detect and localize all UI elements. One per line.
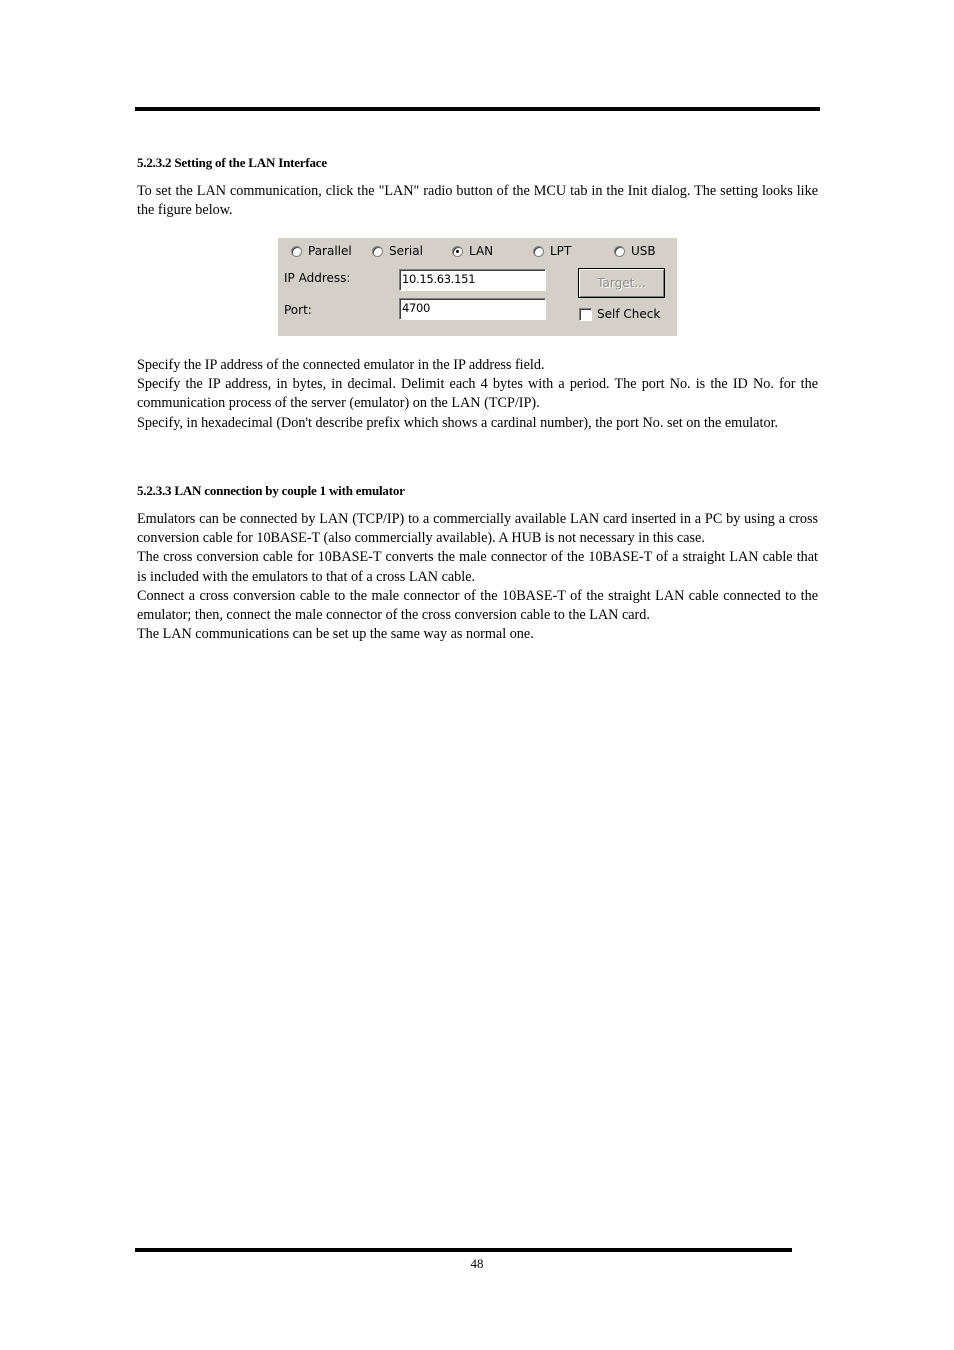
radio-lpt[interactable] (533, 244, 571, 258)
radio-parallel[interactable] (291, 244, 352, 258)
radio-circle-icon (614, 246, 625, 257)
radio-selected-icon (452, 246, 463, 257)
self-check-label: Self Check (597, 307, 661, 321)
paragraph-text: To set the LAN communication, click the "LAN" radio button of the MCU tab in the Init dialog. The setting looks like the figure below. (137, 183, 818, 219)
radio-circle-icon (291, 246, 302, 257)
paragraph-text: Emulators can be connected by LAN (TCP/IP) to a commercially available LAN card inserted in a PC by using a cross conversion cable for 10BASE-T (also commercially available). A HUB is not necessary in this case. (137, 511, 818, 547)
radio-serial[interactable] (372, 244, 423, 258)
paragraph-text: The cross conversion cable for 10BASE-T converts the male connector of the 10BASE-T of a straight LAN cable that is included with the emulators to that of a cross LAN cable. (137, 549, 818, 585)
radio-usb[interactable] (614, 244, 656, 258)
radio-label: LPT (550, 244, 572, 258)
radio-label: Parallel (308, 244, 352, 258)
init-dialog-mcu-tab (278, 238, 677, 336)
radio-circle-icon (533, 246, 544, 257)
intro-paragraph (137, 182, 818, 220)
header-rule (135, 107, 820, 111)
paragraph-text: Specify, in hexadecimal (Don't describe prefix which shows a cardinal number), the port No. set on the emulator. (137, 414, 779, 431)
page-number: 48 (470, 1256, 484, 1271)
radio-lan[interactable] (452, 244, 493, 258)
lan-connection-paragraphs (137, 510, 818, 644)
section-heading-lan-connection: 5.2.3.3 LAN connection by couple 1 with emulator (137, 483, 405, 498)
radio-label: LAN (469, 244, 494, 258)
self-check-checkbox[interactable] (579, 308, 592, 321)
port-label: Port: (284, 303, 312, 317)
ip-address-input[interactable]: 10.15.63.151 (399, 269, 546, 291)
paragraph-text: Specify the IP address, in bytes, in decimal. Delimit each 4 bytes with a period. The port No. is the ID No. for the communication process of the server (emulator) on the LAN (TCP/IP). (137, 376, 818, 412)
paragraph-text: Specify the IP address of the connected emulator in the IP address field. (137, 357, 545, 373)
paragraph-text: Connect a cross conversion cable to the male connector of the 10BASE-T of the straight LAN cable connected to the emulator; then, connect the male connector of the cross conversion cable to the LAN card. (137, 587, 818, 624)
radio-label: USB (631, 244, 656, 258)
target-button[interactable]: Target... (578, 268, 665, 298)
port-input[interactable]: 4700 (399, 298, 546, 320)
ip-address-label: IP Address: (284, 271, 351, 285)
ip-address-explanation (137, 356, 818, 433)
footer-rule (135, 1248, 792, 1252)
paragraph-text: The LAN communications can be set up the same way as normal one. (137, 626, 534, 643)
radio-circle-icon (372, 246, 383, 257)
radio-label: Serial (389, 244, 423, 258)
section-heading-lan-interface: 5.2.3.2 Setting of the LAN Interface (137, 155, 327, 170)
